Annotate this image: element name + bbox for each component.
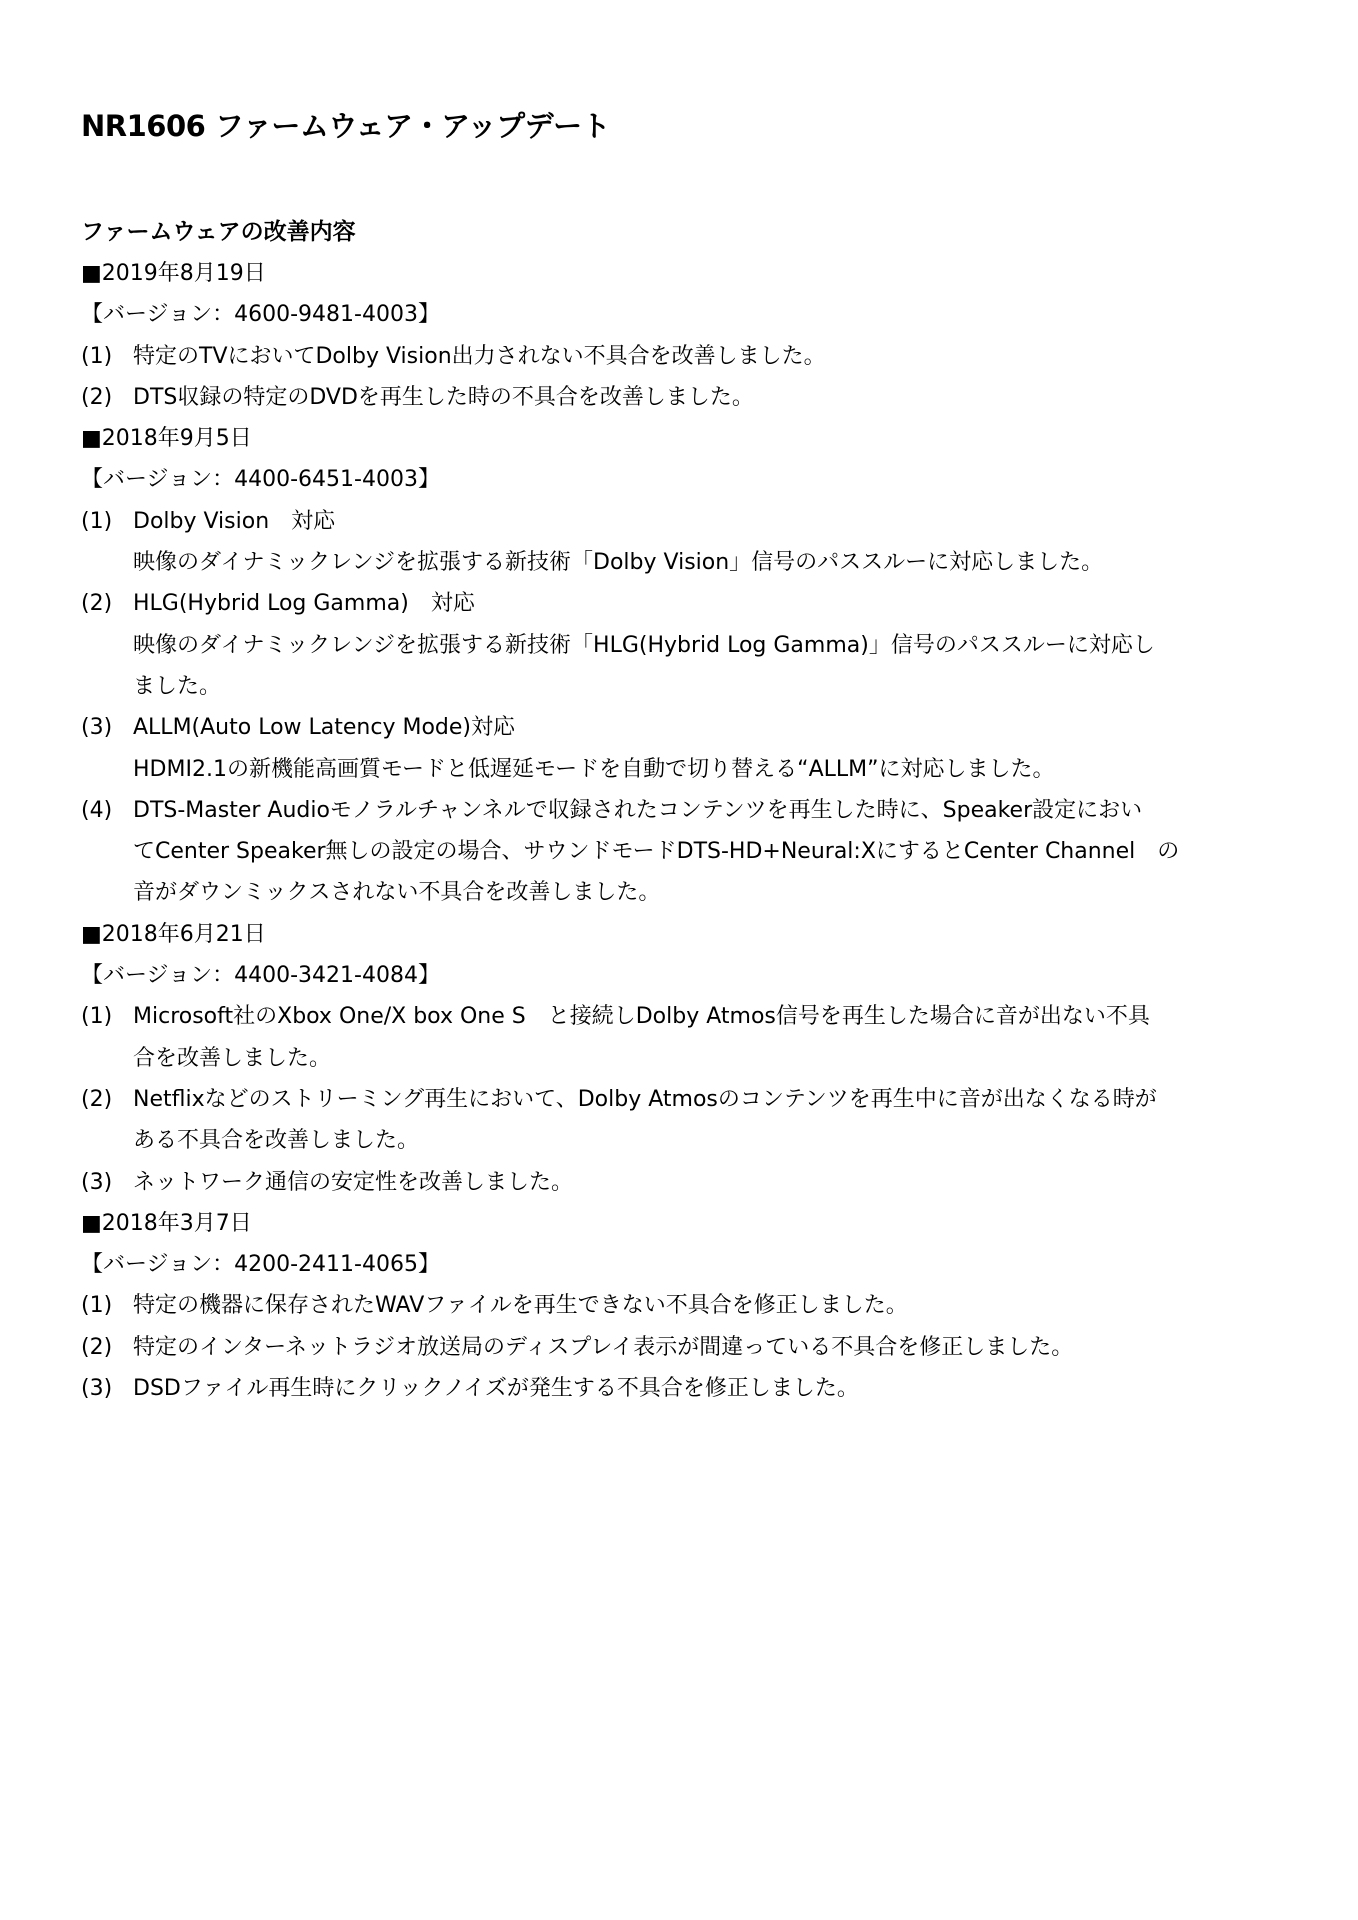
change-item	[81, 336, 1281, 377]
item-text-continuation: 映像のダイナミックレンジを拡張する新技術「Dolby Vision」信号のパススルーに対応しました。	[133, 550, 1104, 576]
change-item-first-line	[81, 583, 1281, 624]
release-entry	[81, 253, 1281, 418]
item-number: (2)	[81, 1086, 113, 1112]
item-number: (3)	[81, 715, 113, 741]
item-number: (2)	[81, 591, 113, 617]
item-number: (1)	[81, 1004, 113, 1030]
change-item	[81, 996, 1281, 1079]
item-number: (3)	[81, 1169, 113, 1195]
change-item	[81, 501, 1281, 584]
release-date: ■2018年9月5日	[81, 426, 252, 452]
item-number: (1)	[81, 343, 113, 369]
item-text: Dolby Vision 対応	[133, 508, 336, 534]
change-item-first-line	[81, 336, 1281, 377]
release-version: 【バージョン：4400-6451-4003】	[81, 467, 440, 493]
item-number: (1)	[81, 508, 113, 534]
item-text-continuation: 映像のダイナミックレンジを拡張する新技術「HLG(Hybrid Log Gamma)」信号のパススルーに対応し	[133, 632, 1155, 658]
document-body	[81, 212, 1281, 1409]
item-text-continuation: ました。	[133, 673, 222, 699]
item-number: (2)	[81, 1334, 113, 1360]
change-item	[81, 707, 1281, 790]
change-item	[81, 1368, 1281, 1409]
item-text: ALLM(Auto Low Latency Mode)対応	[133, 715, 515, 741]
item-text: Netflixなどのストリーミング再生において、Dolby Atmosのコンテンツを再生中に音が出なくなる時が	[133, 1086, 1157, 1112]
item-number: (4)	[81, 797, 113, 823]
item-text-continuation: てCenter Speaker無しの設定の場合、サウンドモードDTS-HD+Neural:XにするとCenter Channel の	[133, 839, 1180, 865]
change-item	[81, 1079, 1281, 1162]
release-version: 【バージョン：4400-3421-4084】	[81, 963, 440, 989]
change-item-first-line	[81, 1327, 1281, 1368]
change-item-first-line	[81, 501, 1281, 542]
change-item	[81, 790, 1281, 914]
change-item-first-line	[81, 377, 1281, 418]
release-date: ■2019年8月19日	[81, 261, 266, 286]
change-item-first-line	[81, 1285, 1281, 1326]
item-number: (1)	[81, 1293, 113, 1319]
release-entry	[81, 418, 1281, 914]
change-item-first-line	[81, 1079, 1281, 1120]
item-number: (3)	[81, 1376, 113, 1402]
item-text-continuation: 音がダウンミックスされない不具合を改善しました。	[133, 880, 661, 906]
item-text-continuation: 合を改善しました。	[133, 1045, 332, 1071]
release-list	[81, 253, 1281, 1409]
release-entry	[81, 1203, 1281, 1409]
item-text: 特定の機器に保存されたWAVファイルを再生できない不具合を修正しました。	[133, 1293, 908, 1319]
release-version: 【バージョン：4200-2411-4065】	[81, 1252, 440, 1278]
change-item-first-line	[81, 1368, 1281, 1409]
item-number: (2)	[81, 384, 113, 410]
change-item	[81, 377, 1281, 418]
item-text: DTS-Master Audioモノラルチャンネルで収録されたコンテンツを再生した時に、Speaker設定におい	[133, 797, 1143, 823]
change-item-first-line	[81, 707, 1281, 748]
item-text: HLG(Hybrid Log Gamma) 対応	[133, 591, 475, 617]
change-item	[81, 1162, 1281, 1203]
release-entry	[81, 914, 1281, 1203]
item-text-continuation: HDMI2.1の新機能高画質モードと低遅延モードを自動で切り替える“ALLM”に対応しました。	[133, 756, 1055, 782]
change-item	[81, 1285, 1281, 1326]
release-date: ■2018年6月21日	[81, 921, 266, 947]
item-text: ネットワーク通信の安定性を改善しました。	[133, 1169, 574, 1195]
change-item	[81, 583, 1281, 707]
item-text: 特定のインターネットラジオ放送局のディスプレイ表示が間違っている不具合を修正しました。	[133, 1334, 1074, 1360]
page-title: NR1606 ファームウェア・アップデート	[81, 109, 611, 143]
change-item-first-line	[81, 996, 1281, 1037]
change-item-first-line	[81, 790, 1281, 831]
change-item	[81, 1327, 1281, 1368]
item-text: DSDファイル再生時にクリックノイズが発生する不具合を修正しました。	[133, 1376, 859, 1402]
item-text-continuation: ある不具合を改善しました。	[133, 1128, 420, 1154]
section-heading: ファームウェアの改善内容	[81, 219, 356, 245]
change-item-first-line	[81, 1162, 1281, 1203]
release-version: 【バージョン：4600-9481-4003】	[81, 302, 440, 328]
item-text: DTS収録の特定のDVDを再生した時の不具合を改善しました。	[133, 384, 754, 410]
item-text: Microsoft社のXbox One/X box One S と接続しDolby Atmos信号を再生した場合に音が出ない不具	[133, 1004, 1150, 1030]
release-date: ■2018年3月7日	[81, 1210, 252, 1236]
item-text: 特定のTVにおいてDolby Vision出力されない不具合を改善しました。	[133, 343, 826, 369]
